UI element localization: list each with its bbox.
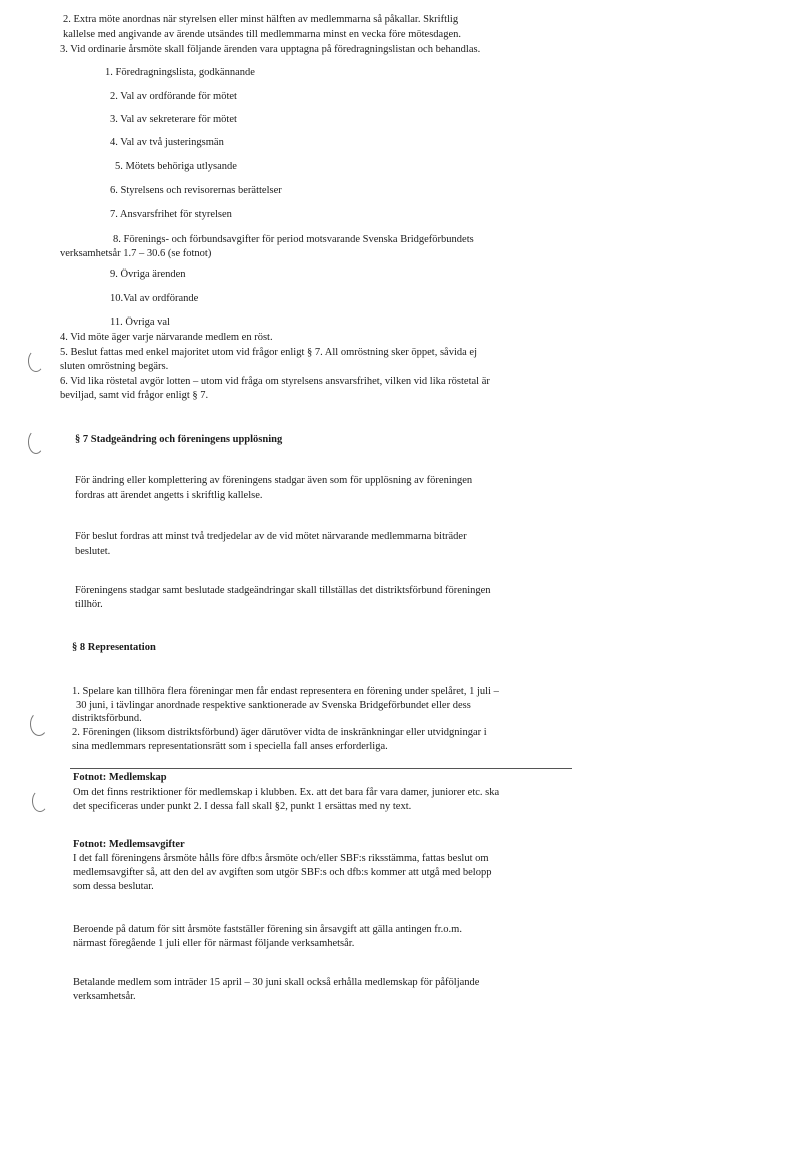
agenda-item: 7. Ansvarsfrihet för styrelsen: [110, 209, 232, 220]
footnote-fees-heading: Fotnot: Medlemsavgifter: [73, 839, 185, 850]
section-8-paragraph: sina medlemmars representationsrätt som i speciella fall anses erforderliga.: [72, 741, 388, 752]
intro-line-2: kallelse med angivande av ärende utsändes till medlemmarna minst en vecka före mötesdagen.: [63, 29, 461, 40]
rule-6-cont: beviljad, samt vid frågor enligt § 7.: [60, 390, 209, 401]
footnote-fees-text: verksamhetsår.: [73, 991, 136, 1002]
agenda-item: 1. Föredragningslista, godkännande: [105, 67, 255, 78]
section-7-paragraph: tillhör.: [75, 599, 103, 610]
agenda-item: 4. Val av två justeringsmän: [110, 137, 224, 148]
agenda-item: 10.Val av ordförande: [110, 293, 199, 304]
agenda-item: 3. Val av sekreterare för mötet: [110, 114, 237, 125]
section-7-paragraph: För ändring eller komplettering av föreningens stadgar även som för upplösning av föreningen: [75, 475, 473, 486]
section-8-paragraph: distriktsförbund.: [72, 713, 142, 724]
footnote-fees-text: närmast föregående 1 juli eller för närmast följande verksamhetsår.: [73, 938, 355, 949]
binder-hole-mark: [30, 712, 48, 736]
agenda-item: 8. Förenings- och förbundsavgifter för period motsvarande Svenska Bridgeförbundets: [113, 234, 474, 245]
footnote-membership-heading: Fotnot: Medlemskap: [73, 772, 167, 783]
footnote-fees-text: Beroende på datum för sitt årsmöte fastställer förening sin årsavgift att gälla antingen fr.o.m.: [73, 924, 462, 935]
section-8-heading: § 8 Representation: [72, 642, 156, 653]
agenda-item-continuation: verksamhetsår 1.7 – 30.6 (se fotnot): [60, 248, 212, 259]
section-7-paragraph: fordras att ärendet angetts i skriftlig kallelse.: [75, 490, 263, 501]
agenda-item: 5. Mötets behöriga utlysande: [115, 161, 237, 172]
agenda-item: 11. Övriga val: [110, 317, 170, 328]
footnote-fees-text: medlemsavgifter så, att den del av avgiften som utgör SBF:s och dfb:s kommer att utgå med belopp: [73, 867, 492, 878]
rule-5: 5. Beslut fattas med enkel majoritet utom vid frågor enligt § 7. All omröstning sker öppet, såvida ej: [60, 347, 478, 358]
section-7-heading: § 7 Stadgeändring och föreningens upplösning: [75, 434, 283, 445]
intro-line-3: 3. Vid ordinarie årsmöte skall följande ärenden vara upptagna på föredragningslistan och behandlas.: [60, 44, 481, 55]
rule-6: 6. Vid lika röstetal avgör lotten – utom vid fråga om styrelsens ansvarsfrihet, vilken vid lika röstetal är: [60, 376, 490, 387]
footnote-divider: [70, 768, 572, 769]
footnote-fees-text: Betalande medlem som inträder 15 april – 30 juni skall också erhålla medlemskap för påföljande: [73, 977, 480, 988]
section-8-paragraph: 30 juni, i tävlingar anordnade respektive sanktionerade av Svenska Bridgeförbundet eller dess: [76, 700, 471, 711]
agenda-item: 9. Övriga ärenden: [110, 269, 186, 280]
binder-hole-mark: [28, 430, 44, 454]
agenda-item: 6. Styrelsens och revisorernas berättelser: [110, 185, 282, 196]
binder-hole-mark: [28, 350, 44, 372]
section-8-paragraph: 2. Föreningen (liksom distriktsförbund) äger därutöver vidta de inskränkningar eller utvidgningar i: [72, 727, 487, 738]
intro-line-1: 2. Extra möte anordnas när styrelsen eller minst hälften av medlemmarna så påkallar. Skriftlig: [63, 14, 459, 25]
section-8-paragraph: 1. Spelare kan tillhöra flera föreningar men får endast representera en förening under spelåret, 1 juli –: [72, 686, 499, 697]
footnote-fees-text: som dessa beslutar.: [73, 881, 154, 892]
section-7-paragraph: beslutet.: [75, 546, 111, 557]
rule-4: 4. Vid möte äger varje närvarande medlem en röst.: [60, 332, 273, 343]
rule-5-cont: sluten omröstning begärs.: [60, 361, 169, 372]
agenda-item: 2. Val av ordförande för mötet: [110, 91, 237, 102]
binder-hole-mark: [32, 790, 48, 812]
section-7-paragraph: Föreningens stadgar samt beslutade stadgeändringar skall tillställas det distriktsförbund föreningen: [75, 585, 491, 596]
footnote-fees-text: I det fall föreningens årsmöte hålls före dfb:s årsmöte och/eller SBF:s riksstämma, fattas beslut om: [73, 853, 489, 864]
footnote-membership-text: det specificeras under punkt 2. I dessa fall skall §2, punkt 1 ersättas med ny text.: [73, 801, 412, 812]
footnote-membership-text: Om det finns restriktioner för medlemskap i klubben. Ex. att det bara får vara damer, juniorer etc. ska: [73, 787, 500, 798]
section-7-paragraph: För beslut fordras att minst två tredjedelar av de vid mötet närvarande medlemmarna biträder: [75, 531, 467, 542]
